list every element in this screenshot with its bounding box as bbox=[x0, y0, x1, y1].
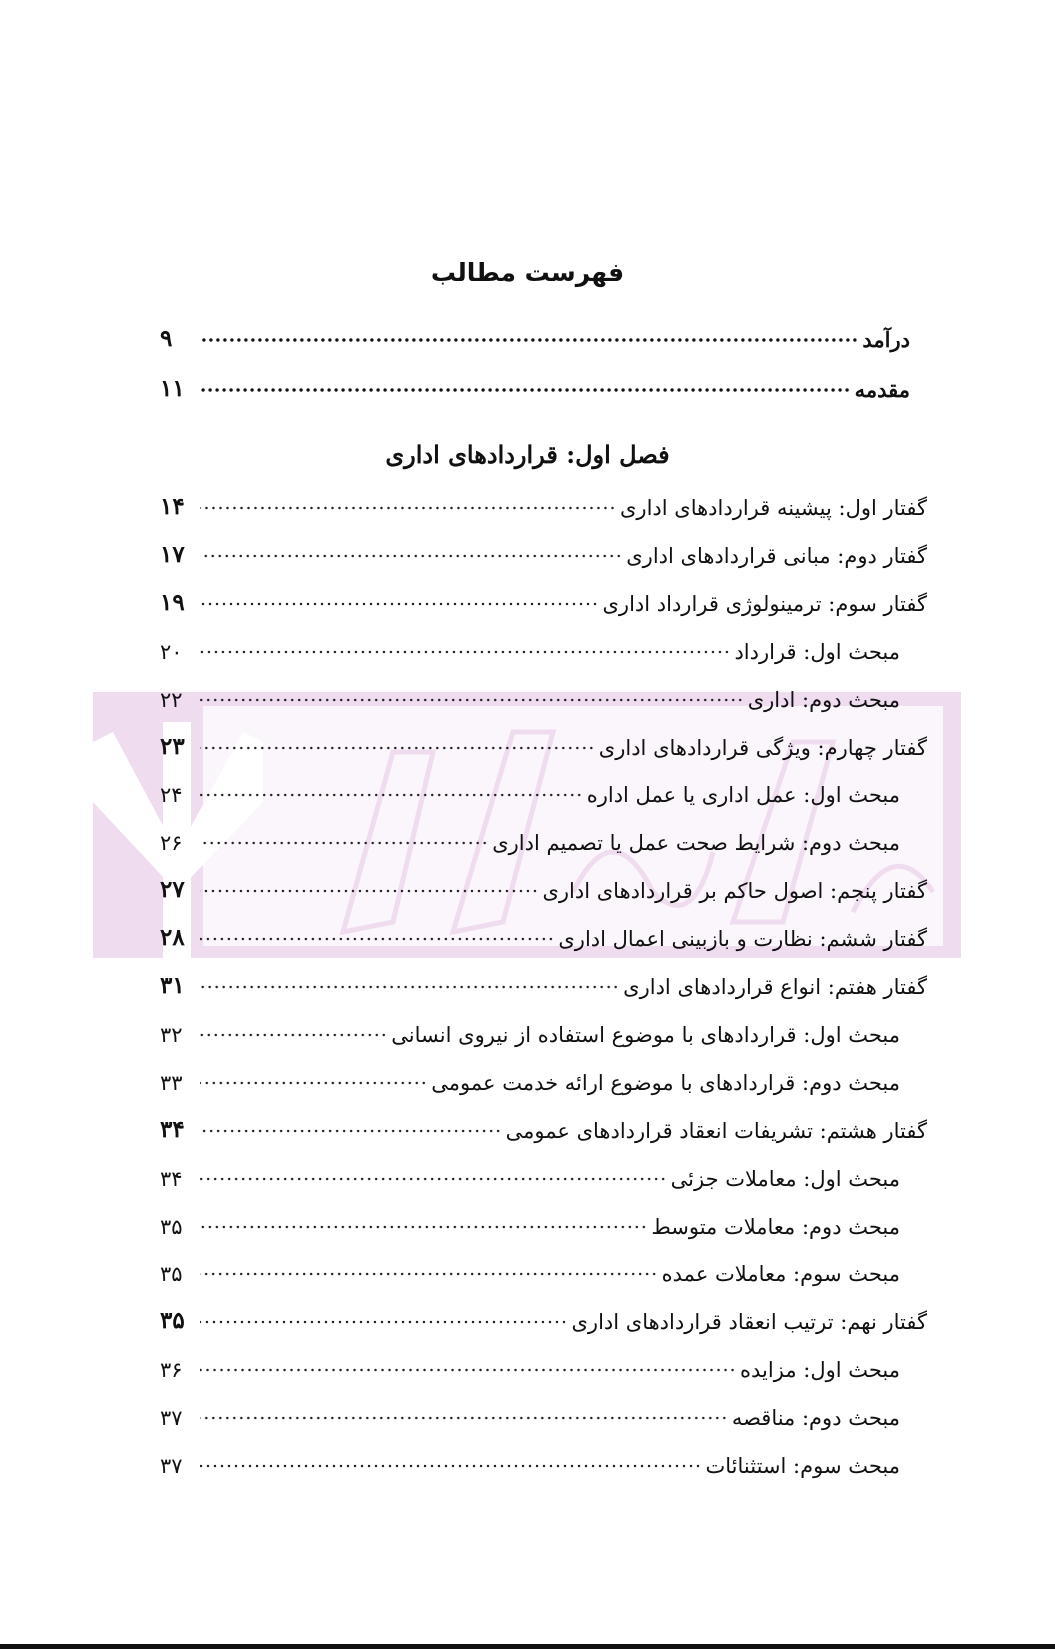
toc-entry-title: مبحث سوم: معاملات عمده bbox=[661, 1262, 900, 1287]
toc-page-number: ۳۱ bbox=[160, 972, 185, 999]
toc-entry[interactable] bbox=[160, 528, 927, 568]
dot-leader bbox=[200, 505, 616, 511]
toc-entry-title: گفتار هفتم: انواع قراردادهای اداری bbox=[623, 975, 927, 999]
toc-entry-title: گفتار نهم: ترتیب انعقاد قراردادهای اداری bbox=[571, 1310, 927, 1335]
toc-entry[interactable] bbox=[160, 767, 900, 807]
toc-entry-title: مبحث دوم: معاملات متوسط bbox=[651, 1214, 900, 1239]
toc-entry-title: گفتار اول: پیشینه قراردادهای اداری bbox=[619, 496, 927, 520]
toc-entry-title: مبحث اول: قراردادهای با موضوع استفاده از نیروی انسانی bbox=[391, 1022, 900, 1047]
toc-entry[interactable] bbox=[160, 815, 900, 855]
toc-entry-title: گفتار پنجم: اصول حاکم بر قراردادهای اداری bbox=[542, 879, 927, 904]
toc-entry[interactable] bbox=[160, 672, 900, 712]
toc-page-number: ۳۵ bbox=[160, 1214, 183, 1239]
toc-entry[interactable] bbox=[160, 911, 927, 951]
toc-page-number: ۲۸ bbox=[160, 924, 185, 952]
toc-page-number: ۲۰ bbox=[160, 639, 183, 664]
dot-leader bbox=[200, 649, 730, 655]
toc-entry-title: گفتار هشتم: تشریفات انعقاد قراردادهای عمومی bbox=[505, 1118, 927, 1143]
toc-entry-title: مبحث اول: مزایده bbox=[740, 1358, 900, 1383]
dot-leader bbox=[200, 1463, 702, 1469]
toc-entry[interactable] bbox=[160, 480, 927, 520]
dot-leader bbox=[200, 1224, 647, 1230]
dot-leader bbox=[200, 1319, 567, 1325]
dot-leader bbox=[200, 337, 858, 343]
dot-leader bbox=[200, 1128, 502, 1134]
toc-page-number: ۳۴ bbox=[160, 1115, 185, 1143]
dot-leader bbox=[200, 601, 599, 607]
toc-page-number: ۱۱ bbox=[160, 375, 185, 402]
toc-entry[interactable] bbox=[160, 1103, 927, 1143]
toc-page-number: ۲۶ bbox=[160, 831, 183, 856]
toc-entry[interactable] bbox=[160, 1055, 900, 1095]
dot-leader bbox=[200, 840, 488, 846]
toc-entry[interactable] bbox=[160, 362, 910, 402]
toc-entry[interactable] bbox=[160, 1438, 900, 1478]
toc-entry[interactable] bbox=[160, 720, 927, 760]
dot-leader bbox=[200, 984, 619, 990]
dot-leader bbox=[200, 1032, 387, 1038]
toc-entry-title: مبحث دوم: اداری bbox=[747, 687, 900, 712]
dot-leader bbox=[200, 1080, 427, 1086]
toc-page-number: ۱۷ bbox=[160, 540, 185, 568]
toc-page-number: ۳۳ bbox=[160, 1070, 183, 1095]
toc-page-number: ۳۵ bbox=[160, 1307, 185, 1335]
dot-leader bbox=[200, 697, 744, 703]
toc-entry-title: مبحث اول: معاملات جزئی bbox=[670, 1166, 900, 1191]
toc-entry[interactable] bbox=[160, 576, 927, 616]
toc-entry-title: مقدمه bbox=[854, 377, 910, 402]
toc-page-number: ۳۵ bbox=[160, 1262, 183, 1287]
dot-leader bbox=[200, 387, 851, 393]
toc-page-number: ۲۴ bbox=[160, 783, 183, 808]
dot-leader bbox=[200, 1176, 667, 1182]
toc-entry-title: مبحث دوم: مناقصه bbox=[731, 1406, 900, 1431]
toc-page-number: ۳۷ bbox=[160, 1454, 183, 1478]
toc-page-number: ۳۴ bbox=[160, 1166, 183, 1191]
dot-leader bbox=[200, 888, 538, 894]
dot-leader bbox=[200, 745, 595, 751]
toc-entry-title: گفتار دوم: مبانی قراردادهای اداری bbox=[626, 543, 927, 568]
dot-leader bbox=[200, 1271, 658, 1277]
toc-entry[interactable] bbox=[160, 312, 910, 352]
toc-entry[interactable] bbox=[160, 624, 900, 664]
page-border-line bbox=[0, 1644, 1055, 1649]
chapter-heading: فصل اول: قراردادهای اداری bbox=[385, 440, 670, 469]
toc-entry[interactable] bbox=[160, 1007, 900, 1047]
dot-leader bbox=[200, 1415, 728, 1421]
dot-leader bbox=[200, 553, 622, 559]
toc-entry-title: گفتار سوم: ترمینولوژی قرارداد اداری bbox=[602, 591, 927, 616]
toc-page-number: ۳۷ bbox=[160, 1406, 183, 1431]
toc-entry[interactable] bbox=[160, 1390, 900, 1430]
toc-entry-title: مبحث اول: قرارداد bbox=[734, 639, 900, 664]
toc-entry-title: مبحث سوم: استثنائات bbox=[705, 1454, 900, 1478]
dot-leader bbox=[200, 1367, 736, 1373]
toc-page-number: ۱۹ bbox=[160, 588, 185, 616]
dot-leader bbox=[200, 936, 554, 942]
toc-entry-title: درآمد bbox=[862, 327, 910, 352]
toc-page-number: ۲۲ bbox=[160, 687, 183, 712]
toc-entry[interactable] bbox=[160, 863, 927, 903]
toc-page-number: ۲۷ bbox=[160, 876, 185, 904]
toc-page-number: ۳۶ bbox=[160, 1358, 183, 1383]
toc-entry[interactable] bbox=[160, 1342, 900, 1382]
toc-page-number: ۱۴ bbox=[160, 493, 185, 520]
toc-page-number: ۳۲ bbox=[160, 1022, 183, 1047]
toc-entry[interactable] bbox=[160, 1294, 927, 1334]
toc-entry-title: گفتار چهارم: ویژگی قراردادهای اداری bbox=[598, 735, 927, 760]
toc-entry-title: گفتار ششم: نظارت و بازبینی اعمال اداری bbox=[558, 927, 927, 952]
toc-page-number: ۹ bbox=[160, 325, 173, 352]
toc-entry[interactable] bbox=[160, 1246, 900, 1286]
page-title: فهرست مطالب bbox=[430, 258, 625, 287]
toc-entry[interactable] bbox=[160, 959, 927, 999]
toc-page-number: ۲۳ bbox=[160, 732, 185, 760]
dot-leader bbox=[200, 792, 583, 798]
toc-entry[interactable] bbox=[160, 1199, 900, 1239]
toc-entry[interactable] bbox=[160, 1151, 900, 1191]
toc-entry-title: مبحث اول: عمل اداری یا عمل اداره bbox=[586, 783, 900, 808]
toc-entry-title: مبحث دوم: شرایط صحت عمل یا تصمیم اداری bbox=[492, 831, 900, 856]
toc-entry-title: مبحث دوم: قراردادهای با موضوع ارائه خدمت عمومی bbox=[431, 1070, 900, 1095]
